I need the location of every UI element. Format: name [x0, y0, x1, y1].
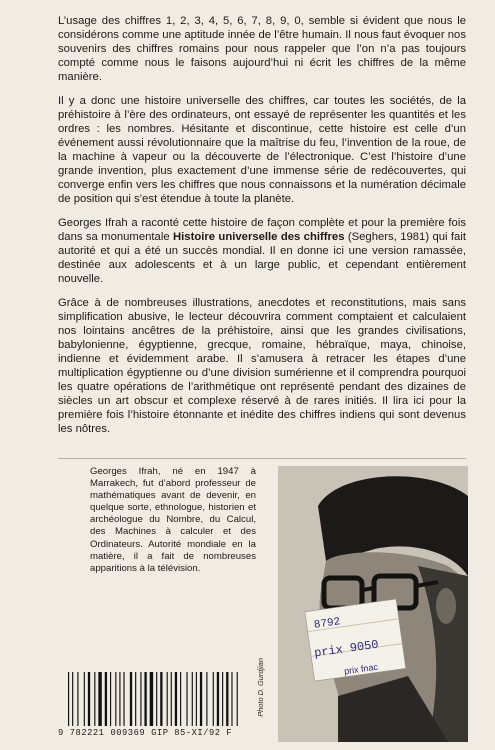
barcode-bar — [222, 672, 223, 726]
sticker-text-1: 8792 — [313, 616, 342, 632]
photo-credit: Photo D. Gurdjian — [256, 658, 265, 717]
barcode-bar — [217, 672, 219, 726]
barcode-bar — [167, 672, 168, 726]
barcode-bar — [72, 672, 73, 726]
barcode-bar — [68, 672, 69, 726]
barcode-bar — [130, 672, 132, 726]
blurb-text — [58, 14, 466, 446]
author-portrait — [278, 466, 468, 742]
barcode-bar — [110, 672, 111, 726]
paragraph-3-start: Georges Ifrah a raconté cette histoire de façon complète et pour la première fois dans sa monumentale — [58, 217, 466, 243]
barcode — [66, 672, 242, 726]
barcode-bar — [180, 672, 181, 726]
barcode-bar — [206, 672, 207, 726]
isbn-group-2: 009369 — [110, 728, 146, 738]
barcode-bar — [192, 672, 193, 726]
barcode-bar — [88, 672, 90, 726]
barcode-bar — [186, 672, 187, 726]
section-divider — [58, 458, 466, 459]
barcode-bar — [160, 672, 162, 726]
barcode-bar — [84, 672, 85, 726]
isbn-code: GIP 85-XI/92 F — [151, 728, 233, 738]
author-photo — [278, 466, 468, 742]
paragraph-2: Il y a donc une histoire universelle des chiffres, car toutes les sociétés, de la préhistoire à l’ère des ordinateurs, ont essayé de représenter les quantités et les ordres : les nombres. Hésitante et discontinue, cette histoire est celle d’un événement aussi révolutionnaire que la maîtrise du feu, l’invention de la roue, de la machine à vapeur ou la découverte de l’électronique. C’est l’histoire d’une grande invention, plus exactement d’une immense série de redécouvertes, qui converge enfin vers les chiffres que nous connaissons et la numération décimale de position qui s’est étendue à toute la planète. — [58, 95, 466, 205]
sticker-text-3: prix fnac — [343, 661, 379, 677]
sticker-text-2: prix 9050 — [313, 637, 380, 661]
barcode-bar — [226, 672, 228, 726]
paragraph-3-end: (Seghers, 1981) qui fait autorité et qui a été un succès mondial. Il en donne ici une version ramassée, destinée aux adolescents et à un large public, et cependant entièrement nouvelle. — [58, 231, 466, 285]
barcode-bars — [66, 672, 242, 726]
barcode-bar — [231, 672, 232, 726]
barcode-bar — [213, 672, 214, 726]
isbn-group-1: 782221 — [69, 728, 105, 738]
barcode-bar — [135, 672, 136, 726]
barcode-bar — [123, 672, 124, 726]
barcode-bar — [119, 672, 120, 726]
barcode-bar — [196, 672, 197, 726]
barcode-bar — [237, 672, 238, 726]
barcode-bar — [144, 672, 146, 726]
barcode-bar — [171, 672, 172, 726]
barcode-bar — [98, 672, 101, 726]
barcode-bar — [156, 672, 157, 726]
barcode-bar — [77, 672, 78, 726]
isbn-prefix: 9 — [58, 728, 64, 738]
book-title: Histoire universelle des chiffres — [173, 231, 345, 243]
barcode-bar — [150, 672, 153, 726]
isbn-line — [58, 728, 258, 738]
author-bio: Georges Ifrah, né en 1947 à Marrakech, fut d’abord professeur de mathématiques avant de devenir, en quelque sorte, ethnologue, historien et archéologue du Nombre, du Calcul, des Machines à calculer et des Ordinateurs. Autorité mondiale en la matière, il a fait de nombreuses apparitions à la télévision. — [90, 466, 256, 574]
barcode-bar — [105, 672, 107, 726]
paragraph-3 — [58, 216, 466, 286]
barcode-bar — [200, 672, 202, 726]
barcode-bar — [94, 672, 95, 726]
paragraph-1: L’usage des chiffres 1, 2, 3, 4, 5, 6, 7, 8, 9, 0, semble si évident que nous le considérons comme une aptitude innée de l’être humain. Il nous faut évoquer nos souvenirs des chiffres romains pour nous rappeler que l’on n’a pas toujours compté comme nous le faisons aujourd’hui ni écrit les chiffres de la même manière. — [58, 15, 466, 83]
barcode-bar — [175, 672, 177, 726]
barcode-bar — [140, 672, 141, 726]
barcode-bar — [115, 672, 116, 726]
paragraph-4: Grâce à de nombreuses illustrations, anecdotes et reconstitutions, mais sans simplification abusive, le lecteur découvrira comment comptaient et calculaient nos lointains ancêtres de la préhistoire, ainsi que les grandes civilisations, babylonienne, égyptienne, grecque, romaine, hébraïque, maya, chinoise, indienne et évidemment arabe. Il s’amusera à retracer les étapes d’une multiplication égyptienne ou d’une division sumérienne et il comprendra pourquoi les quatre opérations de l’arithmétique ont représenté pendant des dizaines de siècles un art obscur et complexe réservé à de rares initiés. Il lira ici pour la première fois l’histoire étonnante et inédite des chiffres indiens qui sont devenus les nôtres. — [58, 297, 466, 435]
